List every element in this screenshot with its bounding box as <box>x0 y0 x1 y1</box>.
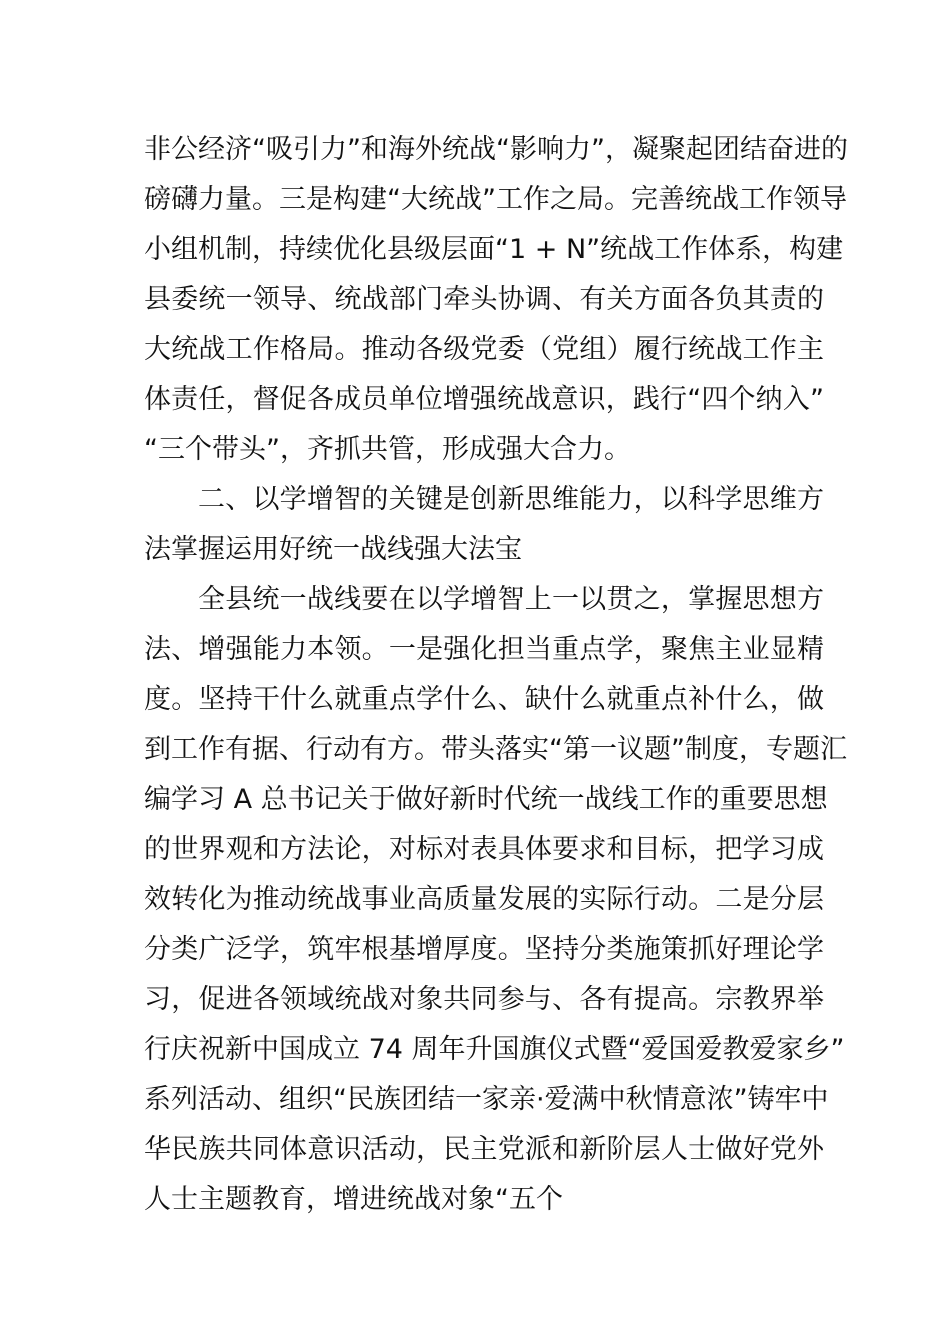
text-line: 法、增强能力本领。一是强化担当重点学，聚焦主业显精 <box>144 634 824 665</box>
text-line: 度。坚持干什么就重点学什么、缺什么就重点补什么，做 <box>144 684 824 715</box>
text-line: 系列活动、组织“民族团结一家亲·爱满中秋情意浓”铸牢中 <box>144 1084 829 1115</box>
text-line: 华民族共同体意识活动，民主党派和新阶层人士做好党外 <box>144 1134 824 1165</box>
text-line: 编学习 A 总书记关于做好新时代统一战线工作的重要思想 <box>144 784 828 815</box>
text-line: 人士主题教育，增进统战对象“五个 <box>144 1184 563 1215</box>
section-heading-line: 二、以学增智的关键是创新思维能力，以科学思维方 <box>198 484 824 515</box>
text-line: 县委统一领导、统战部门牵头协调、有关方面各负其责的 <box>144 284 824 315</box>
text-line: 行庆祝新中国成立 74 周年升国旗仪式暨“爱国爱教爱家乡” <box>144 1034 845 1065</box>
section-heading-line: 法掌握运用好统一战线强大法宝 <box>144 534 522 565</box>
text-line: 到工作有据、行动有方。带头落实“第一议题”制度，专题汇 <box>144 734 847 765</box>
text-line: 磅礴力量。三是构建“大统战”工作之局。完善统战工作领导 <box>144 184 847 215</box>
text-line: 非公经济“吸引力”和海外统战“影响力”，凝聚起团结奋进的 <box>144 134 848 165</box>
text-line: 效转化为推动统战事业高质量发展的实际行动。二是分层 <box>144 884 824 915</box>
text-line: 全县统一战线要在以学增智上一以贯之，掌握思想方 <box>198 584 824 615</box>
text-line: 大统战工作格局。推动各级党委（党组）履行统战工作主 <box>144 334 824 365</box>
text-line: “三个带头”，齐抓共管，形成强大合力。 <box>144 434 631 465</box>
text-line: 体责任，督促各成员单位增强统战意识，践行“四个纳入” <box>144 384 824 415</box>
text-line: 小组机制，持续优化县级层面“1 + N”统战工作体系，构建 <box>144 234 844 265</box>
text-line: 的世界观和方法论，对标对表具体要求和目标，把学习成 <box>144 834 824 865</box>
text-line: 习，促进各领域统战对象共同参与、各有提高。宗教界举 <box>144 984 824 1015</box>
text-line: 分类广泛学，筑牢根基增厚度。坚持分类施策抓好理论学 <box>144 934 824 965</box>
